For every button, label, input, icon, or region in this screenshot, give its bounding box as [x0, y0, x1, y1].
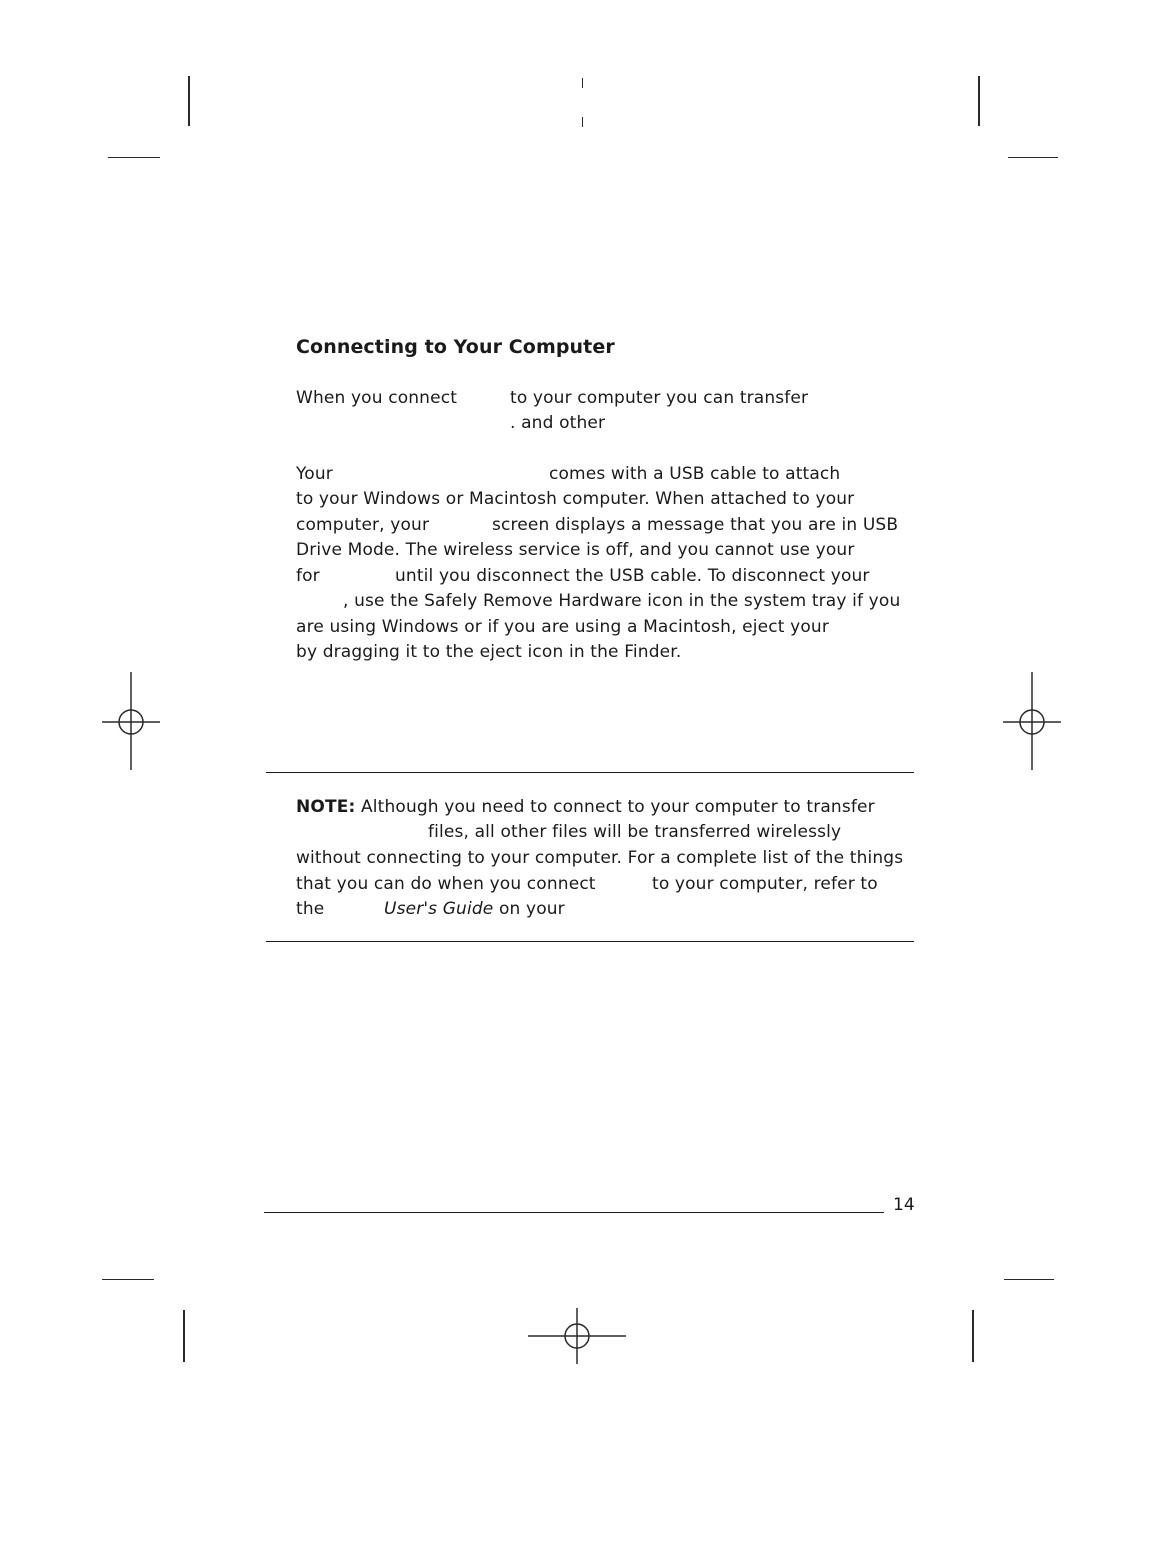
body-text: are using Windows or if you are using a Macintosh, eject your: [296, 617, 829, 637]
note-top-rule: [266, 772, 914, 773]
users-guide-title: User's Guide: [384, 899, 494, 919]
crop-mark-top-left: [188, 76, 190, 126]
intro-text: When you connect: [296, 388, 458, 408]
body-text: by dragging it to the eject icon in the Finder.: [296, 642, 682, 662]
note-label: NOTE:: [296, 797, 356, 817]
note-text: [384, 898, 565, 920]
crop-mark-bottom-right-horizontal: [1004, 1279, 1054, 1280]
crop-mark-top-right-horizontal: [1008, 157, 1058, 158]
note-text: that you can do when you connect: [296, 874, 596, 894]
body-text: for: [296, 566, 320, 586]
crop-mark-top-left-horizontal: [108, 157, 160, 158]
note-text: without connecting to your computer. For a complete list of the things: [296, 848, 904, 868]
note-text: the: [296, 899, 325, 919]
registration-mark-right: [1003, 672, 1063, 772]
body-text: comes with a USB cable to attach: [549, 464, 841, 484]
body-text: , use the Safely Remove Hardware icon in the system tray if you: [343, 591, 901, 611]
crop-mark-top-center: [582, 78, 583, 88]
body-text: to your Windows or Macintosh computer. When attached to your: [296, 489, 855, 509]
body-text: computer, your: [296, 515, 430, 535]
crop-mark-top-center-lower: [582, 117, 583, 127]
note-text: [296, 796, 875, 818]
intro-text: to your computer you can transfer: [510, 388, 809, 408]
crop-mark-top-right: [978, 76, 980, 126]
body-text: Drive Mode. The wireless service is off, and you cannot use your: [296, 540, 855, 560]
note-text: files, all other files will be transferred wirelessly: [428, 822, 842, 842]
crop-mark-bottom-left-horizontal: [102, 1279, 154, 1280]
note-text: to your computer, refer to: [652, 874, 878, 894]
section-title: Connecting to Your Computer: [296, 336, 615, 358]
registration-mark-bottom: [528, 1308, 628, 1364]
page-number: 14: [893, 1195, 915, 1215]
body-text: until you disconnect the USB cable. To disconnect your: [395, 566, 870, 586]
note-text-line: Although you need to connect to your computer to transfer: [361, 797, 875, 817]
crop-mark-bottom-right: [972, 1310, 974, 1362]
note-bottom-rule: [266, 941, 914, 942]
body-text: Your: [296, 464, 333, 484]
note-text-line: on your: [498, 899, 565, 919]
registration-mark-left: [102, 672, 162, 772]
crop-mark-bottom-left: [183, 1310, 185, 1362]
footer-rule: [264, 1212, 884, 1213]
intro-text: . and other: [510, 413, 606, 433]
body-text: screen displays a message that you are in USB: [492, 515, 899, 535]
